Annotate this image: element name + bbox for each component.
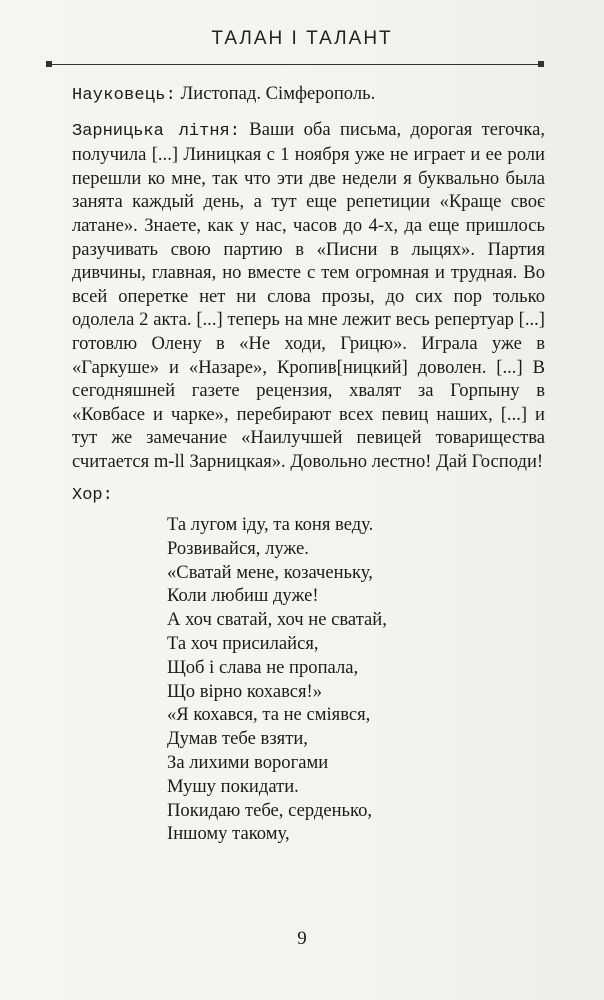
verse-line: Та лугом іду, та коня веду. <box>167 514 374 536</box>
verse-line: Розвивайся, луже. <box>167 537 309 559</box>
main-text <box>72 82 545 846</box>
verse-line: Думав тебе взяти, <box>167 728 308 750</box>
verse-line: «Сватай мене, козаченьку, <box>167 561 373 583</box>
verse-line: Іншому такому, <box>167 823 290 845</box>
rule-end-right <box>538 61 544 67</box>
verse-line: Щоб і слава не пропала, <box>167 656 359 678</box>
letter-entry <box>72 118 545 474</box>
verse-line: Та хоч присилайся, <box>167 633 319 655</box>
entry-text: Листопад. Сімферополь. <box>176 83 376 104</box>
speaker-label: Науковець: <box>72 86 177 105</box>
verse-line: Покидаю тебе, серденько, <box>167 799 373 821</box>
verse-line: «Я кохався, та не сміявся, <box>167 704 371 726</box>
verse-line: Мушу покидати. <box>167 775 299 797</box>
running-title: ТАЛАН І ТАЛАНТ <box>211 28 393 49</box>
verse-line: За лихими ворогами <box>167 752 329 774</box>
verse-line: Що вірно кохався!» <box>167 680 323 702</box>
page-number: 9 <box>297 928 307 949</box>
verse-line: Коли любиш дуже! <box>167 585 319 607</box>
speaker-label: Зарницька літня: <box>72 121 240 141</box>
chorus-verse <box>72 513 545 846</box>
rule-end-left <box>46 61 52 67</box>
verse-line: А хоч сватай, хоч не сватай, <box>167 609 387 631</box>
chorus-label: Хор: <box>72 485 113 505</box>
entry-text: Ваши оба письма, дорогая тегочка, получила [...] Линицкая с 1 ноября уже не играет и ее роли перешли ко мне, так что эти две недели я буквально была занята каждый день, а тут еще репетиции «Краще своє латане». Знаете, как у нас, часов до 4-х, да еще пришлось разучивать свою партию в «Писни в лыцях». Партия дивчины, главная, но вместе с тем огромная и трудная. Во всей оперетке нет ни слова прозы, до сих пор только одолела 2 акта. [...] теперь на мне лежит весь репертуар [...] готовлю Олену в «Не ходи, Грицю». Играла уже в «Гаркуше» и «Назаре», Кропив[ницкий] доволен. [...] В сегодняшней газете рецензия, хвалят за Горпыну в «Ковбасе и чарке», перебирают всех певиц наших, [...] и тут же замечание «Наилучшей певицей товарищества считается m-ll Зарницкая». Довольно лестно! Дай Господи! <box>72 118 545 472</box>
scholar-entry <box>72 82 545 108</box>
header-rule <box>48 64 542 65</box>
